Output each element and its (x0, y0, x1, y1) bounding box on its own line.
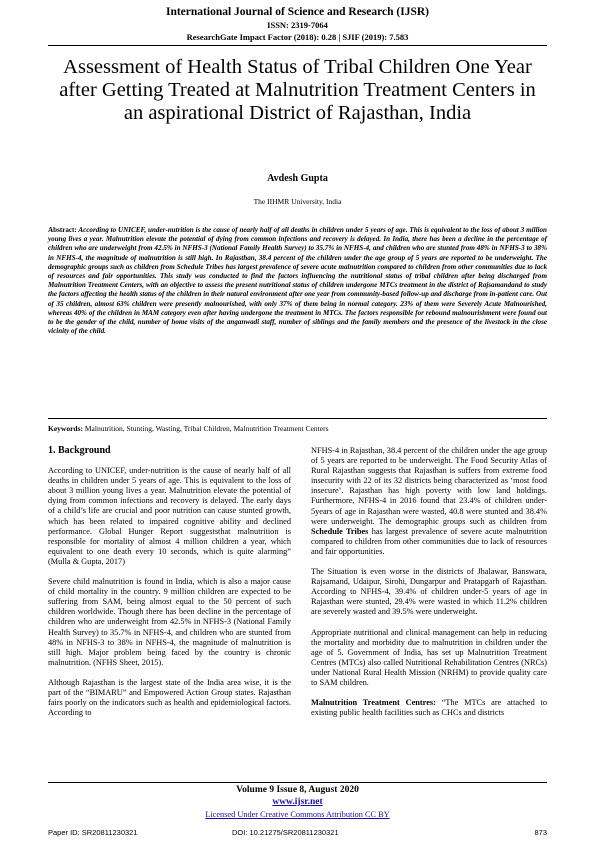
keywords-label: Keywords: (48, 424, 83, 433)
issn: ISSN: 2319-7064 (267, 20, 328, 30)
bold-term: Schedule Tribes (311, 526, 369, 536)
paper-title: Assessment of Health Status of Tribal Children One Year after Getting Treated at Malnutrition Treatment Centers in an aspirational District of Rajasthan, India (59, 56, 536, 124)
paragraph: Although Rajasthan is the largest state of the India area wise, it is the part of the “BIMARU” and Empowered Action Group states. Rajasthan fairs poorly on the indicators such as health and epidemiological factors. According to (48, 677, 291, 718)
paragraph (311, 698, 547, 718)
paragraph: Appropriate nutritional and clinical management can help in reducing the mortality and morbidity due to malnutrition in children under the age of 5. Government of India, has set up Malnutrition Treatment Centres (MTCs) also called Nutritional Rehabilitation Centres (NRCs) under National Rural Health Mission (NRHM) to provide quality care to SAM children. (311, 627, 547, 687)
paper-id: Paper ID: SR20811230321 (48, 828, 138, 837)
abstract-rule (48, 418, 547, 419)
section-heading-background: 1. Background (48, 445, 111, 456)
author-affiliation: The IIHMR University, India (253, 197, 342, 206)
paragraph: According to UNICEF, under-nutrition is the cause of nearly half of all deaths in children under 5 years of age. This is equivalent to the loss of about 3 million young lives a year. Malnutrition elevate the potential of dying from common infections and recovery is delayed. The early days of a child’s life are crucial and poor nutrition can cause stunted growth, which has been related to impaired cognitive ability and declined performance. Global Hunger Report suggeststhat malnutrition is responsible for mortality of almost 4 million children a year, which equivalent to one death every 10 seconds, which is quite alarming” (Mulla & Gupta, 2017) (48, 466, 291, 566)
abstract-label: Abstract: (48, 226, 77, 234)
volume-issue: Volume 9 Issue 8, August 2020 (236, 785, 359, 795)
header-rule (48, 45, 547, 46)
impact-factor: ResearchGate Impact Factor (2018): 0.28 | SJIF (2019): 7.583 (186, 32, 409, 42)
footer-rule (48, 782, 547, 783)
paragraph: The Situation is even worse in the districts of Jhalawar, Banswara, Rajsamand, Udaipur, Sirohi, Dungarpur and Pratapgarh of Rajasthan. According to NFHS-4, 39.4% of children under-5 years of age in Rajasthan were stunted, 29.4% were wasted in which 11.2% children are severely wasted and 39.5% were underweight. (311, 567, 547, 617)
keywords (48, 424, 547, 433)
left-column (48, 446, 291, 728)
doi: DOI: 10.21275/SR20811230321 (232, 828, 339, 837)
paragraph: Severe child malnutrition is found in India, which is also a major cause of child mortality in the country. 9 million children are expected to be suffering from SAM, being almost equal to the 50 percent of such children worldwide. Though there has been decline in the percentage of children who are underweight from 42.5% in NFHS-3 (National Family Health Survey) to 35.7% in NFHS-4, and children who are stunted from 48% in NFHS-3 to 38% in NFHS-4, the magnitude of malnutrition is still high. Major problem being faced by the country is chronic malnutrition. (NFHS Sheet, 2015). (48, 577, 291, 667)
abstract-text: According to UNICEF, under-nutrition is the cause of nearly half of all deaths in children under 5 years of age. This is equivalent to the loss of about 3 million young lives a year. Malnutrition elevate the potential of dying from common infections and recovery is delayed. In India, there has been a decline in the percentage of children who are underweight from 42.5% in NFHS-3 (National Family Health Survey) to 35.7% in NFHS-4, and children who are stunted from 48% in NFHS-3 to 38% in NFHS-4, the magnitude of malnutrition is still high. In Rajasthan, 38.4 percent of the children under the age group of 5 years are reported to be underweight. The demographic groups such as children from Schedule Tribes has largest prevalence of severe acute malnutrition compared to children from other communities due to lack of resources and fair opportunities. This study was conducted to find the factors influencing the nutritional status of tribal children after being discharged from Malnutrition Treatment Centers, with an objective to assess the present nutritional status of children undergone MTCs treatment in the district of Rajsamandand to study the factors affecting the health status of the children in their natural environment after one year from community-based follow-up and discharge from in-patient care. Out of 35 children, almost 63% children were presently malnourished, with only 37% of them being in normal category. 23% of them were Severely Acute Malnourished, whereas 40% of the children in MAM category even after having undergone the treatment in MTCs. The factors responsible for rebound malnourishment were found out to be the gender of the child, number of home visits of the anganwadi staff, number of siblings and the family members and the presence of the livestock in the close vicinity of the child. (48, 226, 548, 336)
right-column (311, 446, 547, 728)
paragraph-text: has largest prevalence of severe acute malnutrition compared to children from other communities due to lack of resources and fair opportunities. (311, 526, 547, 556)
paragraph-text: “The MTCs are attached to existing public health facilities such as CHCs and districts (311, 698, 547, 718)
paragraph-text: NFHS-4 in Rajasthan, 38.4 percent of the children under the age group of 5 years are reported to be underweight. The Food Security Atlas of Rural Rajasthan suggests that Rajasthan is suffers from extreme food insecurity with 22 of its 32 districts being characterized as ‘most food insecure’. Rajasthan has high poverty with low land holdings. Furthermore, NFHS-4 in 2016 found that 23.4% of children under-5years of age in Rajasthan were wasted, 40.8 were stunted and 38.4% were underweight. The demographic groups such as children from (311, 446, 547, 526)
journal-link[interactable]: www.ijsr.net (272, 797, 323, 807)
license-link[interactable]: Licensed Under Creative Commons Attribution CC BY (205, 810, 390, 819)
author-name: Avdesh Gupta (267, 173, 328, 184)
bold-term: Malnutrition Treatment Centres: (311, 698, 436, 708)
paragraph (311, 446, 547, 557)
page-number: 873 (534, 828, 547, 837)
abstract (48, 226, 547, 336)
keywords-text: Malnutrition, Stunting, Wasting, Tribal Children, Malnutrition Treatment Centers (84, 424, 329, 433)
journal-name: International Journal of Science and Research (IJSR) (165, 6, 429, 18)
